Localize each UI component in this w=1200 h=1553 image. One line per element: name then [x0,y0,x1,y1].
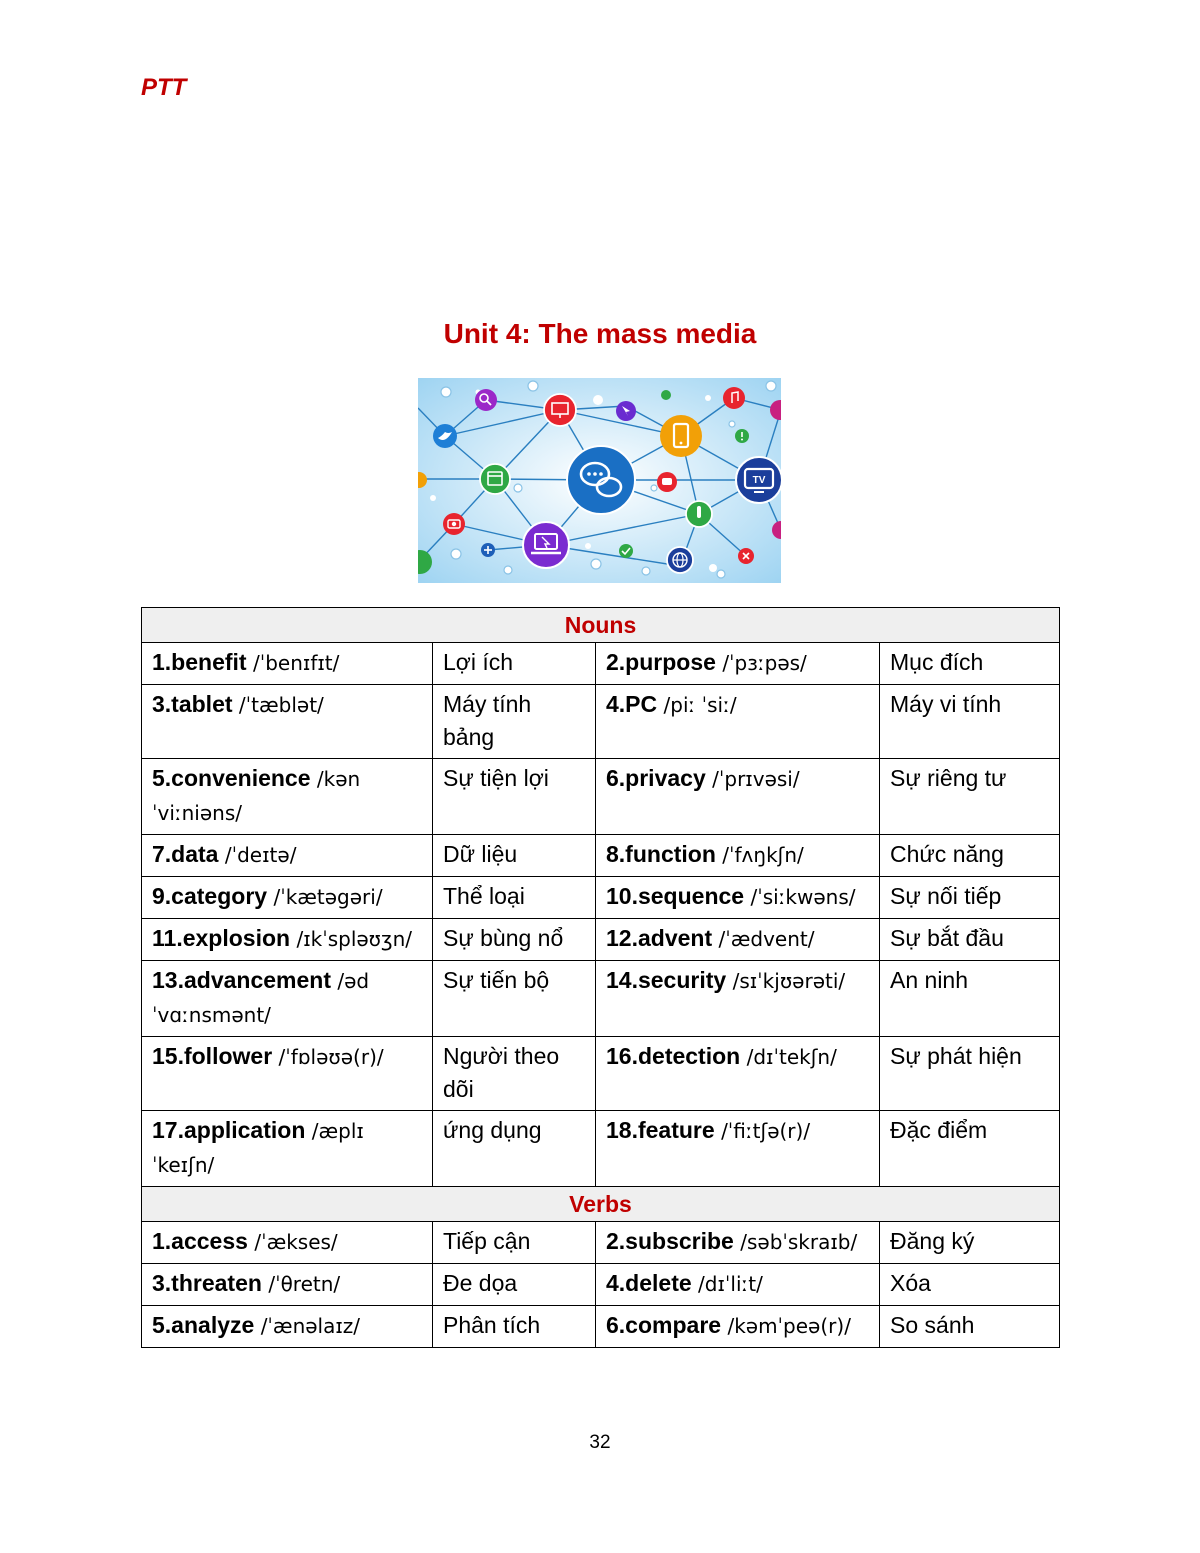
vocab-ipa: /ədˈvɑːnsmənt/ [152,969,370,1027]
vocab-ipa: /kəmˈpeə(r)/ [727,1314,851,1338]
table-row [142,1111,1060,1187]
vocab-meaning: Sự bắt đầu [880,919,1060,961]
vocab-word: 6.compare [606,1312,722,1338]
vocab-word-cell [142,759,433,835]
vocab-ipa: /kənˈviːniəns/ [152,767,361,825]
vocabulary-table [141,607,1060,1348]
table-row [142,1222,1060,1264]
table-row [142,1306,1060,1348]
vocab-ipa: /ˈfiːtʃə(r)/ [721,1119,811,1143]
vocab-meaning: Dữ liệu [433,835,596,877]
vocab-word: 14.security [606,967,727,993]
vocab-word: 3.threaten [152,1270,262,1296]
vocab-word-cell [596,1222,880,1264]
vocab-meaning: Thể loại [433,877,596,919]
search-icon [475,389,497,411]
vocab-word-cell [596,1111,880,1187]
unit-title: Unit 4: The mass media [443,318,757,349]
vocab-meaning: Xóa [880,1264,1060,1306]
vocab-word: 1.benefit [152,649,247,675]
hand-pointer-icon [686,501,712,527]
message-icon [657,472,677,492]
table-row [142,835,1060,877]
mass-media-illustration [418,378,781,583]
vocab-ipa: /ˈfʌŋkʃn/ [722,843,804,867]
vocab-ipa: /səbˈskraɪb/ [740,1230,858,1254]
calendar-icon [480,464,510,494]
vocab-meaning: Sự tiện lợi [433,759,596,835]
tablet-device-icon [660,415,702,457]
vocab-word: 9.category [152,883,268,909]
vocab-word: 18.feature [606,1117,715,1143]
vocab-meaning: Máy vi tính [880,685,1060,759]
vocab-word-cell [596,877,880,919]
vocab-ipa: /ˈdeɪtə/ [224,843,297,867]
vocab-word: 3.tablet [152,691,233,717]
tv-icon-label: TV [752,475,766,486]
table-row [142,961,1060,1037]
vocab-meaning: So sánh [880,1306,1060,1348]
vocab-word-cell [142,1111,433,1187]
vocab-meaning: Sự tiến bộ [433,961,596,1037]
vocab-word-cell [596,759,880,835]
check-icon [619,544,633,558]
tv-icon [736,457,781,503]
vocab-word-cell [142,919,433,961]
vocab-ipa: /ˈpɜːpəs/ [722,651,807,675]
table-row [142,759,1060,835]
vocab-word-cell [142,643,433,685]
vocab-word-cell [596,961,880,1037]
vocab-meaning: Mục đích [880,643,1060,685]
vocab-word-cell [142,1306,433,1348]
table-row [142,919,1060,961]
monitor-icon [544,394,576,426]
vocab-word-cell [142,1037,433,1111]
vocab-ipa: /piː ˈsiː/ [663,693,737,717]
table-row [142,877,1060,919]
globe-icon [667,547,693,573]
vocab-word: 2.subscribe [606,1228,734,1254]
vocab-meaning: Sự bùng nổ [433,919,596,961]
vocab-meaning: Chức năng [880,835,1060,877]
vocab-word-cell [596,685,880,759]
plus-icon [481,543,495,557]
vocab-ipa: /dɪˈtekʃn/ [746,1045,837,1069]
vocab-word-cell [142,1222,433,1264]
vocab-word-cell [596,1264,880,1306]
vocab-meaning: Lợi ích [433,643,596,685]
vocab-ipa: /ˈsiːkwəns/ [750,885,856,909]
vocab-word: 11.explosion [152,925,291,951]
vocab-word-cell [142,1264,433,1306]
vocab-ipa: /ˈtæblət/ [238,693,324,717]
vocab-word-cell [142,961,433,1037]
vocab-word-cell [142,877,433,919]
section-heading-nouns: Nouns [142,608,1060,643]
vocab-word-cell [596,1037,880,1111]
vocab-word: 15.follower [152,1043,273,1069]
vocab-word-cell [596,643,880,685]
vocab-word: 1.access [152,1228,248,1254]
table-row [142,685,1060,759]
chat-bubbles-icon [567,446,635,514]
vocab-word: 10.sequence [606,883,745,909]
music-note-icon [723,387,745,409]
cursor-icon [616,401,636,421]
vocab-word: 5.analyze [152,1312,255,1338]
vocab-ipa: /ˈkætəgəri/ [273,885,383,909]
vocab-meaning: Sự riêng tư [880,759,1060,835]
vocab-meaning: Tiếp cận [433,1222,596,1264]
vocab-meaning: Sự phát hiện [880,1037,1060,1111]
table-row [142,643,1060,685]
vocab-word: 7.data [152,841,219,867]
header-mark: PTT [141,74,187,101]
vocab-meaning: Đe dọa [433,1264,596,1306]
twitter-bird-icon [433,424,457,448]
vocab-ipa: /ˈædvent/ [718,927,815,951]
table-row [142,1264,1060,1306]
vocab-ipa: /sɪˈkjʊərəti/ [732,969,846,993]
vocab-meaning: Đăng ký [880,1222,1060,1264]
vocab-meaning: Đặc điểm [880,1111,1060,1187]
camera-icon [443,513,465,535]
vocab-word: 12.advent [606,925,713,951]
vocab-meaning: ứng dụng [433,1111,596,1187]
vocab-meaning: Phân tích [433,1306,596,1348]
vocab-ipa: /æplɪˈkeɪʃn/ [152,1119,364,1177]
alert-icon [735,429,749,443]
close-icon [738,548,754,564]
vocab-word-cell [596,1306,880,1348]
vocab-word: 16.detection [606,1043,741,1069]
vocab-meaning: Người theo dõi [433,1037,596,1111]
section-heading-verbs: Verbs [142,1187,1060,1222]
user-icon [661,390,671,400]
vocab-word: 4.delete [606,1270,692,1296]
vocab-word: 4.PC [606,691,658,717]
vocab-ipa: /ˈbenɪfɪt/ [252,651,340,675]
vocab-word-cell [596,835,880,877]
laptop-icon [523,522,569,568]
vocab-ipa: /ɪkˈspləʊʒn/ [296,927,412,951]
table-row [142,1037,1060,1111]
vocab-word: 13.advancement [152,967,331,993]
page-number: 32 [589,1432,611,1453]
vocab-ipa: /ˈfɒləʊə(r)/ [278,1045,384,1069]
vocab-ipa: /dɪˈliːt/ [698,1272,763,1296]
vocab-word-cell [596,919,880,961]
vocab-meaning: An ninh [880,961,1060,1037]
vocab-ipa: /ˈækses/ [254,1230,338,1254]
vocab-word: 2.purpose [606,649,716,675]
vocab-word-cell [142,685,433,759]
vocab-ipa: /ˈænəlaɪz/ [260,1314,361,1338]
vocab-meaning: Máy tính bảng [433,685,596,759]
vocab-word: 17.application [152,1117,306,1143]
vocab-ipa: /ˈprɪvəsi/ [712,767,800,791]
vocab-word: 5.convenience [152,765,311,791]
vocab-meaning: Sự nối tiếp [880,877,1060,919]
vocab-word: 8.function [606,841,716,867]
vocab-ipa: /ˈθretn/ [268,1272,341,1296]
vocab-word: 6.privacy [606,765,706,791]
vocab-word-cell [142,835,433,877]
